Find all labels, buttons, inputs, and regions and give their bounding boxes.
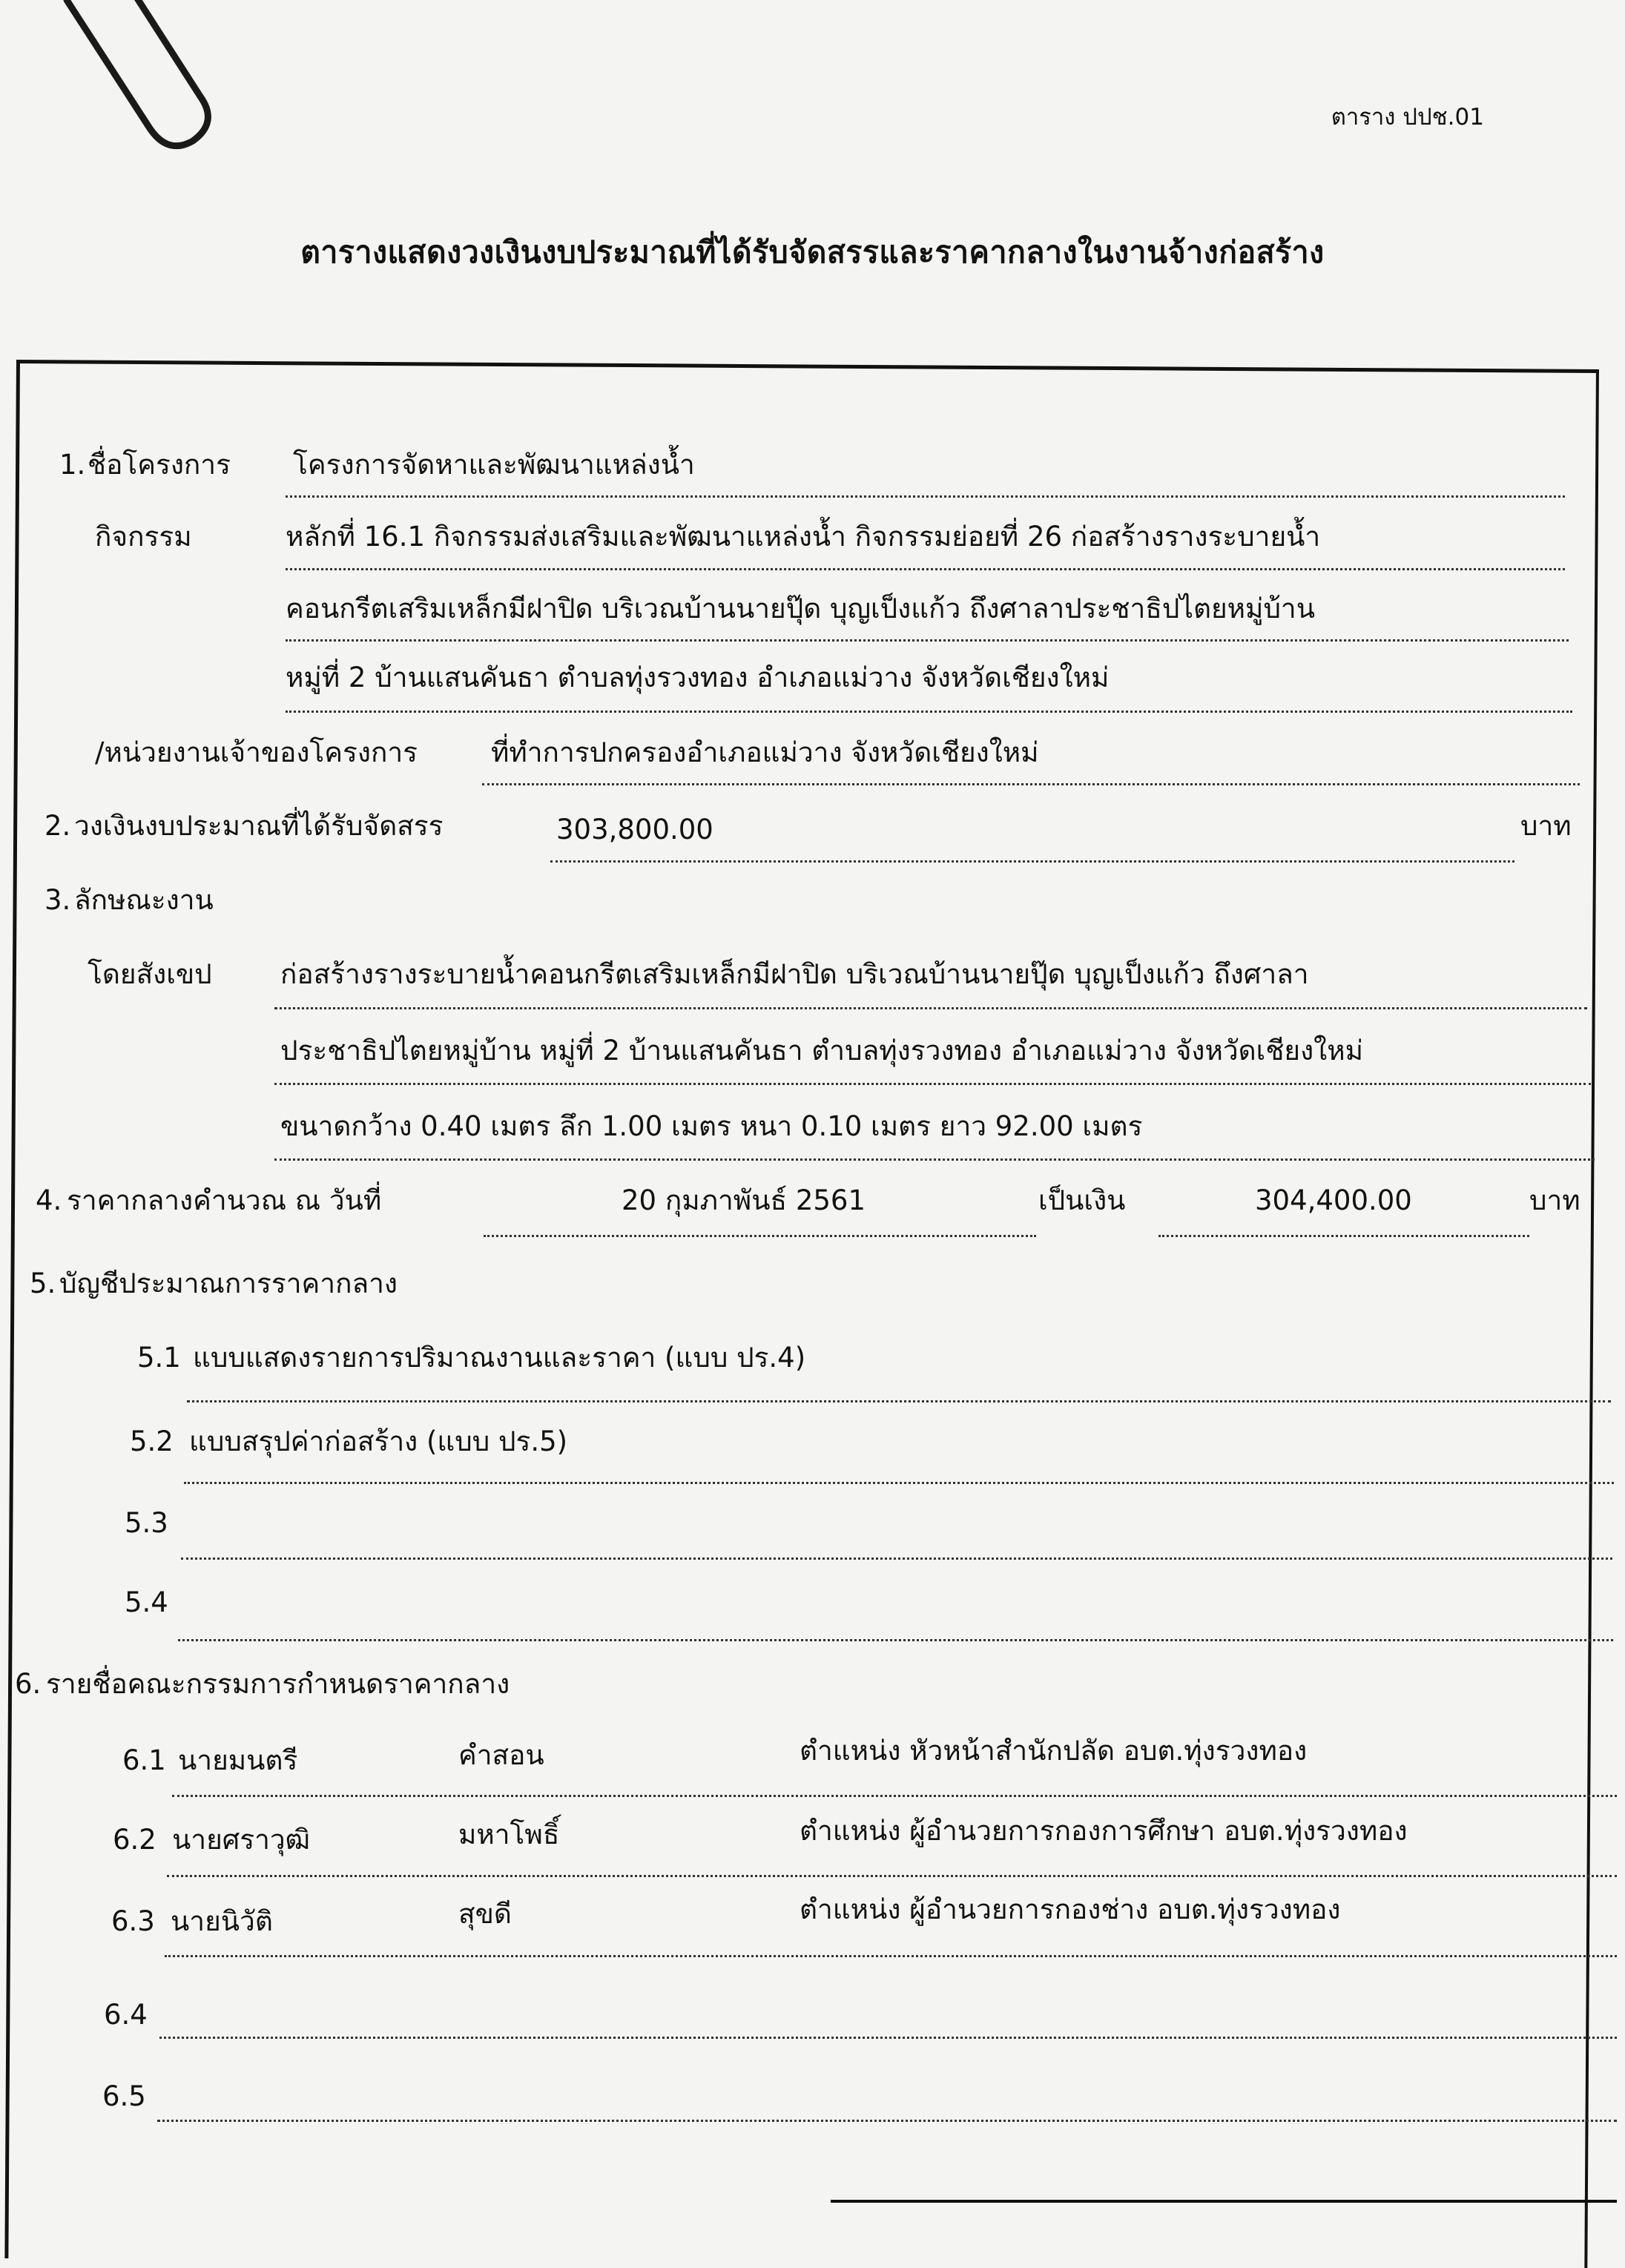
- owner-dotted-line: [482, 783, 1580, 785]
- member-6-5-dotted-line: [157, 2120, 1617, 2122]
- member-6-1-last-name: คำสอน: [458, 1739, 544, 1771]
- estimate-item-5-1-dotted-line: [187, 1400, 1611, 1402]
- budget-value: 303,800.00: [556, 814, 713, 845]
- member-6-2-number: 6.2: [113, 1824, 156, 1856]
- activity-line-1: หลักที่ 16.1 กิจกรรมส่งเสริมและพัฒนาแหล่งน้ำ กิจกรรมย่อยที่ 26 ก่อสร้างรางระบายน้ำ: [286, 521, 1321, 553]
- activity-label: กิจกรรม: [95, 521, 192, 553]
- member-6-3-number: 6.3: [111, 1905, 155, 1937]
- member-6-3-position: ตำแหน่ง ผู้อำนวยการกองช่าง อบต.ทุ่งรวงทอง: [800, 1893, 1341, 1925]
- owner-label: /หน่วยงานเจ้าของโครงการ: [95, 736, 418, 768]
- price-date-dotted-line: [484, 1235, 1036, 1237]
- activity-dotted-line-2: [286, 639, 1569, 642]
- member-6-5-number: 6.5: [102, 2080, 146, 2112]
- member-6-4-number: 6.4: [104, 1999, 148, 2031]
- price-date-label: ราคากลางคำนวณ ณ วันที่: [67, 1184, 382, 1216]
- estimate-item-5-4-number: 5.4: [125, 1586, 168, 1618]
- summary-line-1: ก่อสร้างรางระบายน้ำคอนกรีตเสริมเหล็กมีฝาปิด บริเวณบ้านนายปุ๊ด บุญเป็งแก้ว ถึงศาลา: [280, 958, 1309, 990]
- estimate-list-label: บัญชีประมาณการราคากลาง: [59, 1267, 398, 1299]
- estimate-item-5-1-number: 5.1: [137, 1342, 181, 1374]
- member-6-2-dotted-line: [167, 1875, 1617, 1877]
- activity-dotted-line-3: [286, 711, 1572, 713]
- owner-value: ที่ทำการปกครองอำเภอแม่วาง จังหวัดเชียงใหม่: [491, 736, 1039, 768]
- activity-line-2: คอนกรีตเสริมเหล็กมีฝาปิด บริเวณบ้านนายปุ๊ด บุญเป็งแก้ว ถึงศาลาประชาธิปไตยหมู่บ้าน: [286, 593, 1316, 624]
- estimate-item-5-2-dotted-line: [184, 1482, 1614, 1484]
- activity-line-3: หมู่ที่ 2 บ้านแสนคันธา ตำบลทุ่งรวงทอง อำเภอแม่วาง จังหวัดเชียงใหม่: [286, 662, 1110, 693]
- section1-number: 1.: [59, 449, 86, 481]
- member-6-3-first-name: นายนิวัติ: [171, 1905, 273, 1937]
- project-name-label: ชื่อโครงการ: [88, 449, 231, 481]
- document-title: ตารางแสดงวงเงินงบประมาณที่ได้รับจัดสรรและราคากลางในงานจ้างก่อสร้าง: [300, 234, 1325, 270]
- form-frame: [4, 360, 1599, 2268]
- summary-label: โดยสังเขป: [88, 958, 212, 990]
- member-6-2-position: ตำแหน่ง ผู้อำนวยการกองการศึกษา อบต.ทุ่งรวงทอง: [800, 1815, 1408, 1847]
- section6-number: 6.: [15, 1668, 42, 1700]
- summary-dotted-line-3: [274, 1158, 1595, 1161]
- section2-number: 2.: [45, 810, 71, 842]
- project-name-value: โครงการจัดหาและพัฒนาแหล่งน้ำ: [293, 449, 695, 481]
- member-6-2-first-name: นายศราวุฒิ: [172, 1824, 311, 1856]
- price-date-value: 20 กุมภาพันธ์ 2561: [622, 1184, 866, 1216]
- member-6-1-dotted-line: [172, 1795, 1617, 1797]
- section5-number: 5.: [30, 1267, 56, 1299]
- estimate-item-5-3-number: 5.3: [125, 1507, 168, 1539]
- member-6-3-last-name: สุขดี: [458, 1898, 512, 1930]
- summary-line-2: ประชาธิปไตยหมู่บ้าน หมู่ที่ 2 บ้านแสนคันธา ตำบลทุ่งรวงทอง อำเภอแม่วาง จังหวัดเชียงใหม่: [280, 1035, 1364, 1067]
- activity-dotted-line-1: [286, 568, 1565, 570]
- committee-label: รายชื่อคณะกรรมการกำหนดราคากลาง: [46, 1668, 510, 1700]
- budget-dotted-line: [550, 860, 1514, 863]
- amount-unit: บาท: [1529, 1184, 1580, 1216]
- form-code: ตาราง ปปช.01: [1331, 104, 1484, 131]
- amount-value: 304,400.00: [1255, 1184, 1412, 1216]
- member-6-4-dotted-line: [159, 2037, 1617, 2039]
- member-6-2-last-name: มหาโพธิ์: [458, 1819, 560, 1850]
- amount-dotted-line: [1158, 1235, 1529, 1237]
- section3-number: 3.: [45, 884, 71, 916]
- estimate-item-5-4-dotted-line: [178, 1639, 1613, 1641]
- amount-label: เป็นเงิน: [1038, 1184, 1126, 1216]
- frame-bottom-line: [831, 2200, 1617, 2203]
- budget-unit: บาท: [1520, 810, 1572, 842]
- member-6-1-number: 6.1: [122, 1744, 166, 1776]
- paper-clip-graphic: [45, 0, 223, 178]
- estimate-item-5-3-dotted-line: [181, 1557, 1612, 1560]
- estimate-item-5-2-number: 5.2: [130, 1425, 174, 1457]
- summary-dotted-line-2: [274, 1083, 1591, 1085]
- member-6-3-dotted-line: [165, 1955, 1617, 1957]
- summary-line-3: ขนาดกว้าง 0.40 เมตร ลึก 1.00 เมตร หนา 0.10 เมตร ยาว 92.00 เมตร: [280, 1110, 1143, 1142]
- member-6-1-position: ตำแหน่ง หัวหน้าสำนักปลัด อบต.ทุ่งรวงทอง: [800, 1735, 1308, 1767]
- summary-dotted-line-1: [274, 1007, 1587, 1009]
- estimate-item-5-2-text: แบบสรุปค่าก่อสร้าง (แบบ ปร.5): [189, 1425, 568, 1457]
- member-6-1-first-name: นายมนตรี: [178, 1744, 298, 1776]
- project-name-dotted-line: [286, 495, 1565, 498]
- work-type-label: ลักษณะงาน: [74, 884, 214, 916]
- section4-number: 4.: [36, 1184, 62, 1216]
- estimate-item-5-1-text: แบบแสดงรายการปริมาณงานและราคา (แบบ ปร.4): [193, 1342, 806, 1374]
- budget-label: วงเงินงบประมาณที่ได้รับจัดสรร: [74, 810, 444, 842]
